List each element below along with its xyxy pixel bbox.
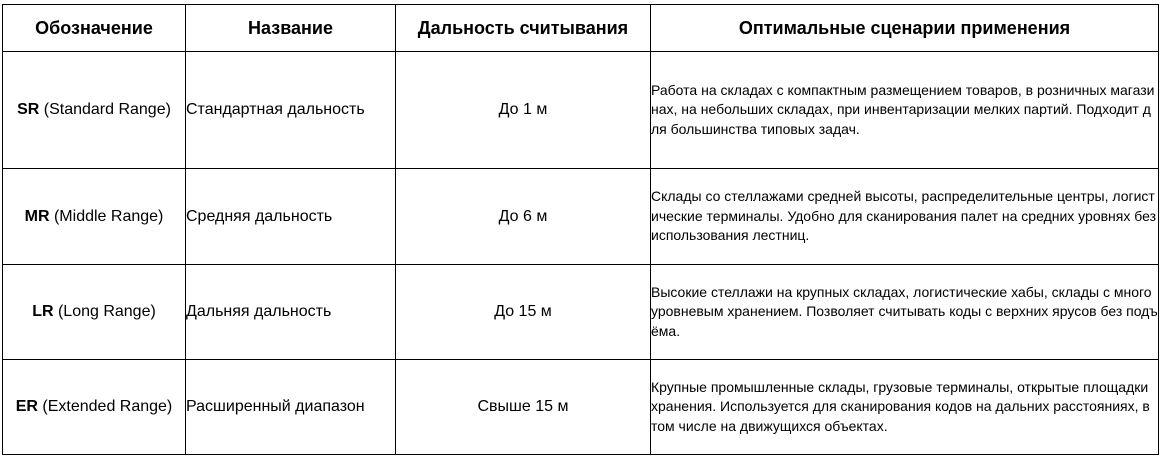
code-cell	[3, 360, 186, 455]
name-cell: Средняя дальность	[186, 169, 396, 265]
code-abbr: ER	[15, 398, 38, 415]
code-abbr: LR	[32, 303, 54, 320]
header-range: Дальность считывания	[396, 5, 651, 52]
scenarios-cell: Крупные промышленные склады, грузовые терминалы, открытые площадки хранения. Используется для сканирования кодов на дальних расстояниях, в том числе на движущихся объектах.	[651, 360, 1159, 455]
header-row	[3, 5, 1159, 52]
code-full: (Extended Range)	[37, 398, 173, 415]
code-abbr: MR	[24, 207, 50, 225]
table-row	[3, 265, 1159, 360]
header-name: Название	[186, 5, 396, 52]
code-cell	[3, 169, 186, 265]
name-cell: Дальняя дальность	[186, 265, 396, 360]
scenarios-cell: Работа на складах с компактным размещением товаров, в розничных магазинах, на небольших складах, при инвентаризации мелких партий. Подходит для большинства типовых задач.	[651, 52, 1159, 169]
table-row	[3, 52, 1159, 169]
code-full: (Standard Range)	[39, 101, 171, 118]
range-cell: Свыше 15 м	[396, 360, 651, 455]
code-full: (Middle Range)	[49, 207, 164, 225]
range-cell: До 15 м	[396, 265, 651, 360]
scenarios-cell: Высокие стеллажи на крупных складах, логистические хабы, склады с многоуровневым хранением. Позволяет считывать коды с верхних ярусов без подъёма.	[651, 265, 1159, 360]
name-cell: Расширенный диапазон	[186, 360, 396, 455]
code-abbr: SR	[17, 101, 40, 118]
code-cell	[3, 265, 186, 360]
range-cell: До 1 м	[396, 52, 651, 169]
table-row	[3, 169, 1159, 265]
code-cell	[3, 52, 186, 169]
scenarios-cell: Склады со стеллажами средней высоты, распределительные центры, логистические терминалы. Удобно для сканирования палет на средних уровнях без использования лестниц.	[651, 169, 1159, 265]
header-scenarios: Оптимальные сценарии применения	[651, 5, 1159, 52]
reader-range-table	[2, 4, 1159, 455]
code-full: (Long Range)	[53, 303, 156, 320]
table-row	[3, 360, 1159, 455]
header-code: Обозначение	[3, 5, 186, 52]
name-cell: Стандартная дальность	[186, 52, 396, 169]
range-cell: До 6 м	[396, 169, 651, 265]
